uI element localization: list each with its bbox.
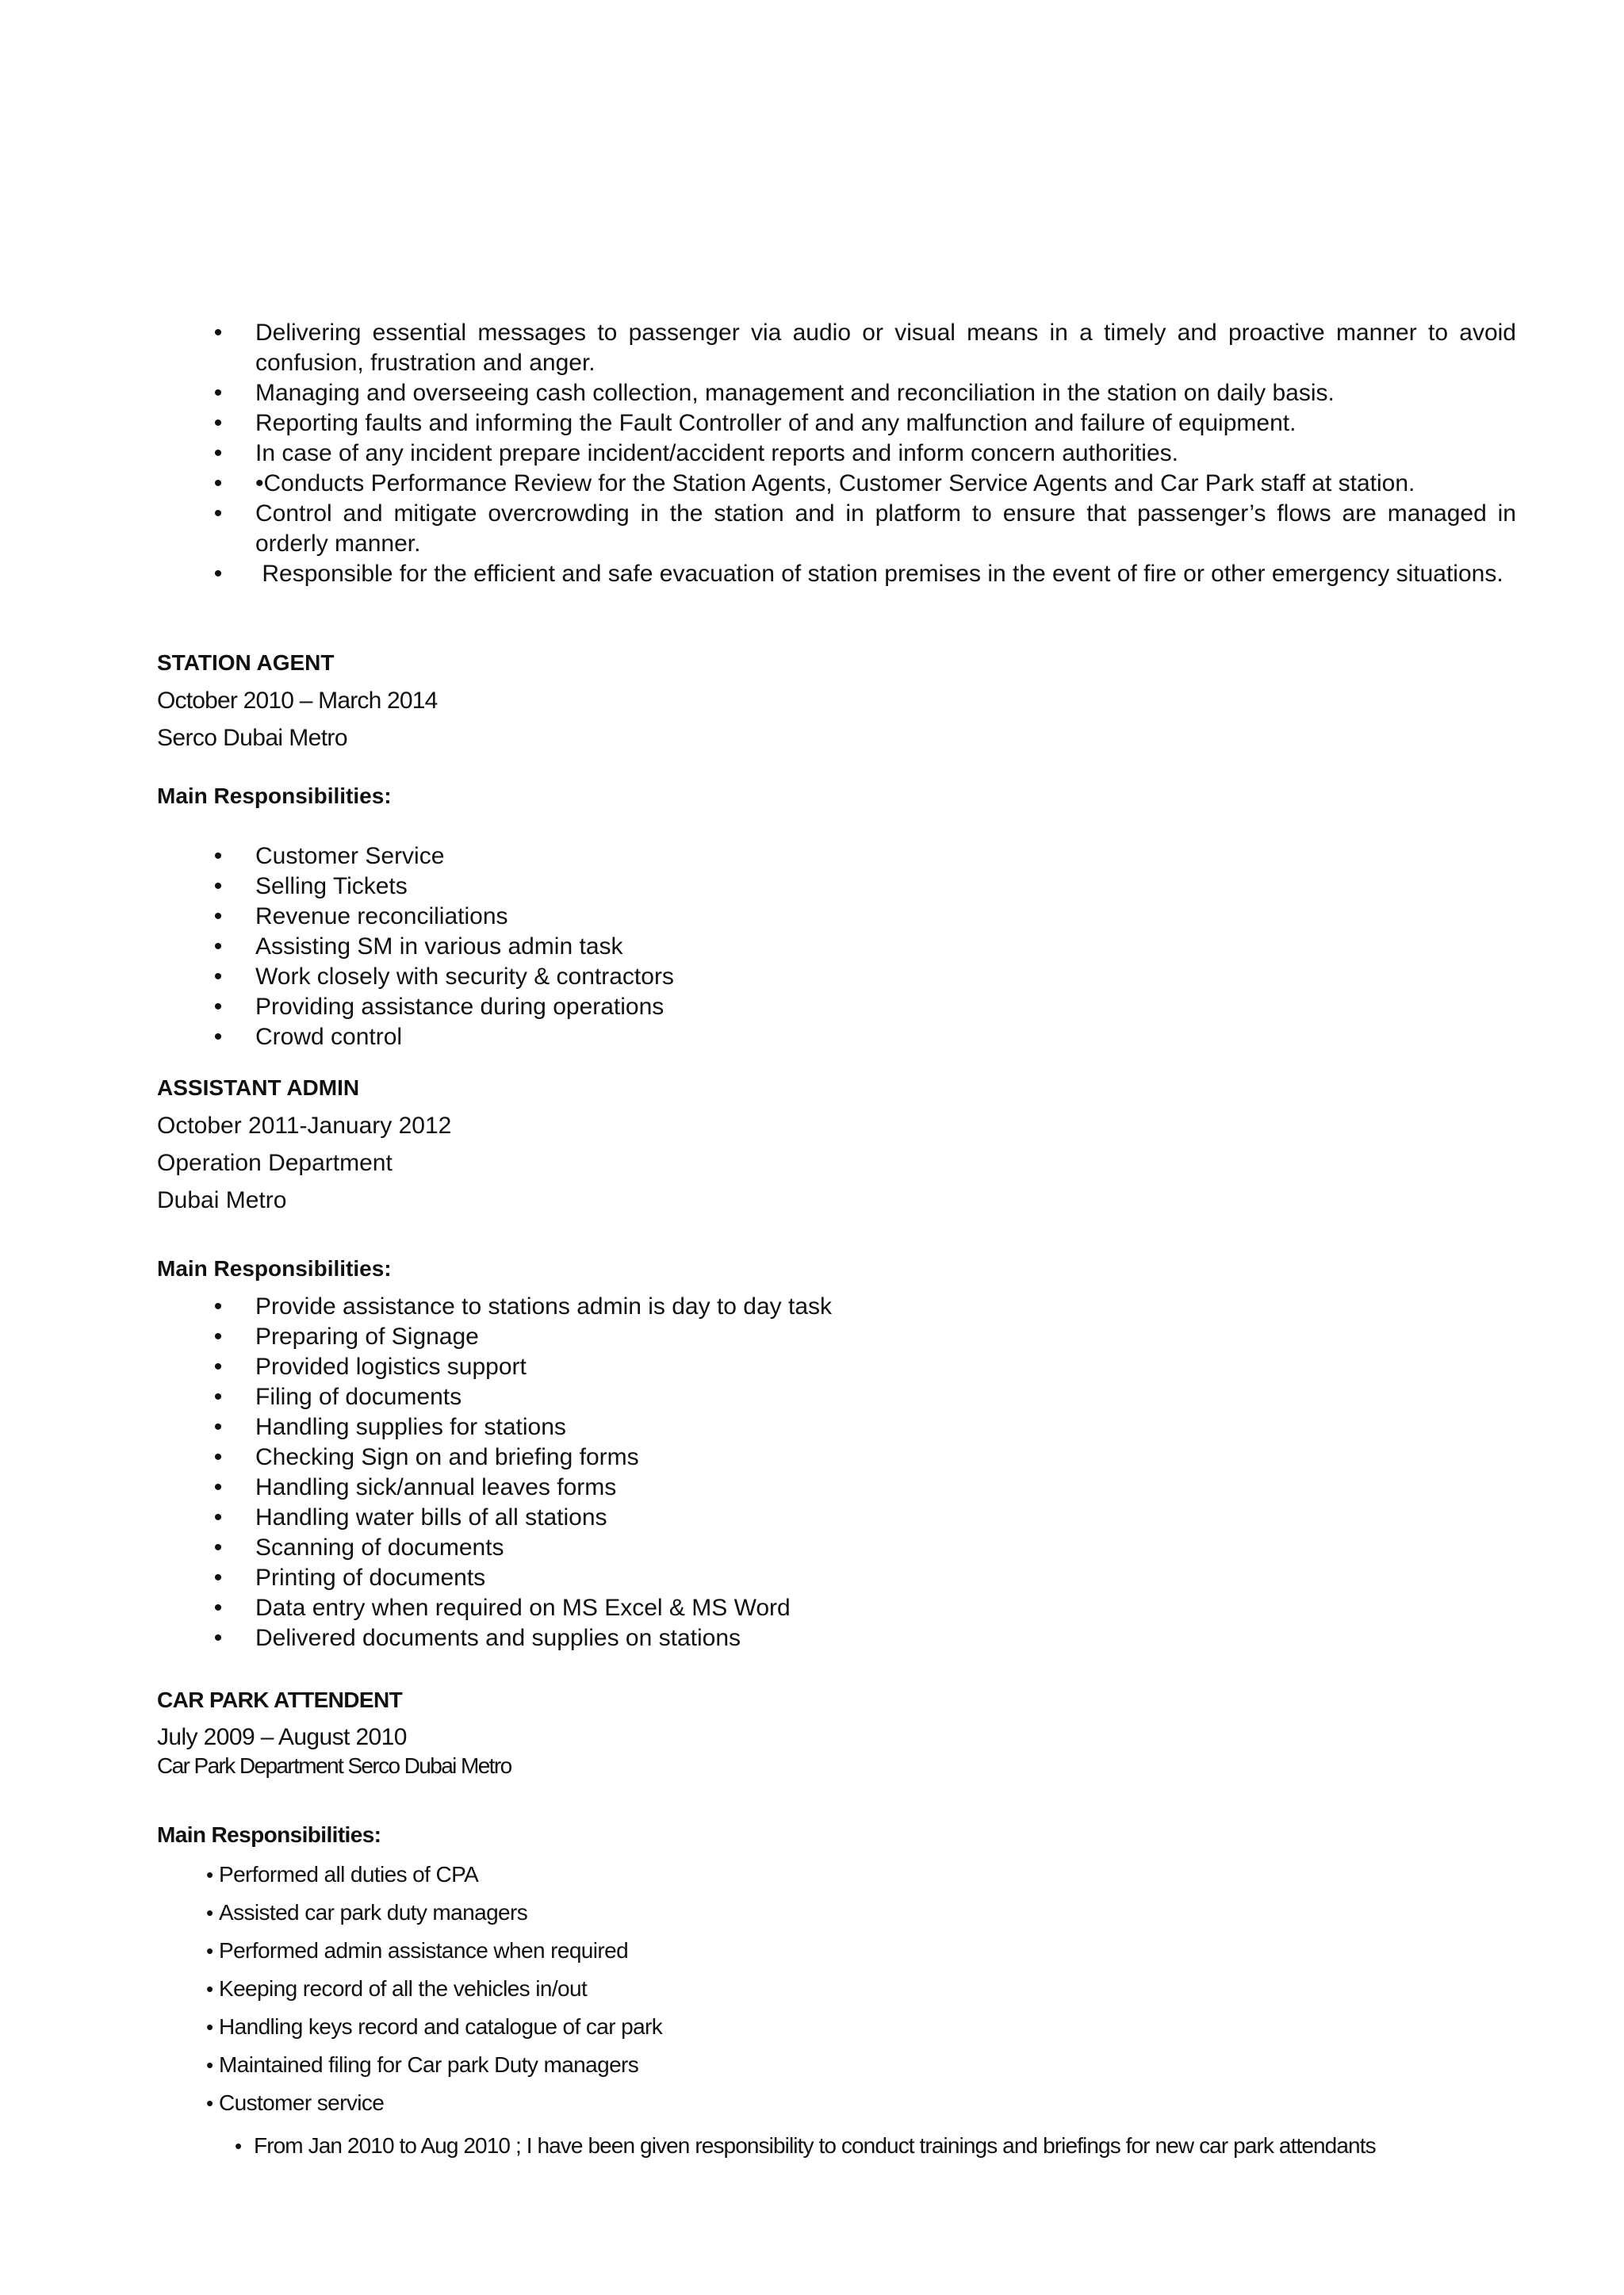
station-agent-dates: October 2010 – March 2014 bbox=[157, 688, 438, 714]
bullet-icon: • bbox=[206, 1863, 213, 1887]
list-item: • Delivered documents and supplies on stations bbox=[255, 1623, 1445, 1653]
bullet-icon: • bbox=[213, 561, 223, 587]
list-item: • Selling Tickets bbox=[255, 872, 1445, 902]
list-item: • Provide assistance to stations admin is day to day task bbox=[255, 1292, 1445, 1322]
bullet-icon: • bbox=[213, 380, 223, 406]
list-item: • Preparing of Signage bbox=[255, 1322, 1445, 1352]
list-item: • Providing assistance during operations bbox=[255, 992, 1445, 1022]
bullet-icon: • bbox=[213, 410, 223, 436]
bullet-icon: • bbox=[213, 1384, 223, 1410]
list-item: • Reporting faults and informing the Fault Controller of and any malfunction and failure of equipment. bbox=[255, 408, 1516, 439]
list-item: • Handling water bills of all stations bbox=[255, 1503, 1445, 1533]
list-item: • Work closely with security & contractors bbox=[255, 962, 1445, 992]
list-item: • •Conducts Performance Review for the Station Agents, Customer Service Agents and Car Park staff at station. bbox=[255, 469, 1516, 499]
list-item: • Printing of documents bbox=[255, 1563, 1445, 1593]
list-item: • Customer Service bbox=[255, 841, 1445, 872]
station-agent-employer: Serco Dubai Metro bbox=[157, 725, 347, 751]
bullet-icon: • bbox=[206, 2053, 213, 2077]
bullet-icon: • bbox=[213, 440, 223, 466]
car-park-attendent-title: CAR PARK ATTENDENT bbox=[157, 1688, 403, 1712]
bullet-icon: • bbox=[206, 1939, 213, 1963]
bullet-icon: • bbox=[213, 903, 223, 929]
list-item: • Handling supplies for stations bbox=[255, 1412, 1445, 1443]
assistant-admin-dates: October 2011-January 2012 bbox=[157, 1113, 452, 1139]
bullet-icon: • bbox=[206, 2015, 213, 2039]
list-item: • Responsible for the efficient and safe evacuation of station premises in the event of fire or other emergency situations. bbox=[255, 559, 1516, 589]
station-agent-duties bbox=[213, 841, 1445, 1052]
bullet-icon: • bbox=[213, 994, 223, 1020]
list-item: • Filing of documents bbox=[255, 1382, 1445, 1412]
car-park-attendent-resp-heading: Main Responsibilities: bbox=[157, 1822, 381, 1847]
list-item: • Revenue reconciliations bbox=[255, 902, 1445, 932]
list-item: • In case of any incident prepare incident/accident reports and inform concern authorities. bbox=[255, 439, 1516, 469]
list-item: • Handling keys record and catalogue of car park bbox=[206, 2008, 1554, 2046]
bullet-icon: • bbox=[213, 320, 223, 346]
bullet-icon: • bbox=[213, 843, 223, 869]
assistant-admin-resp-heading: Main Responsibilities: bbox=[157, 1256, 392, 1281]
bullet-icon: • bbox=[213, 500, 223, 527]
assistant-admin-title: ASSISTANT ADMIN bbox=[157, 1075, 360, 1100]
car-park-attendent-duties bbox=[206, 1856, 1554, 2122]
bullet-icon: • bbox=[213, 1444, 223, 1470]
list-item: • Delivering essential messages to passenger via audio or visual means in a timely and proactive manner to avoid confusion, frustration and anger. bbox=[255, 318, 1516, 378]
bullet-icon: • bbox=[206, 1977, 213, 2001]
list-item: • Maintained filing for Car park Duty managers bbox=[206, 2046, 1554, 2084]
list-item: • Performed admin assistance when required bbox=[206, 1932, 1554, 1970]
list-item: • Assisting SM in various admin task bbox=[255, 932, 1445, 962]
bullet-icon: • bbox=[213, 1474, 223, 1500]
bullet-icon: • bbox=[213, 933, 223, 960]
list-item: • Data entry when required on MS Excel & MS Word bbox=[255, 1593, 1445, 1623]
bullet-icon: • bbox=[213, 1534, 223, 1561]
car-park-attendent-dates: July 2009 – August 2010 bbox=[157, 1724, 407, 1750]
list-item: • Assisted car park duty managers bbox=[206, 1894, 1554, 1932]
bullet-icon: • bbox=[213, 1625, 223, 1651]
bullet-icon: • bbox=[213, 1504, 223, 1531]
list-item: • Keeping record of all the vehicles in/out bbox=[206, 1970, 1554, 2008]
list-item: • Performed all duties of CPA bbox=[206, 1856, 1554, 1894]
assistant-admin-department: Operation Department bbox=[157, 1150, 393, 1176]
list-item: • Managing and overseeing cash collection, management and reconciliation in the station on daily basis. bbox=[255, 378, 1516, 408]
bullet-icon: • bbox=[213, 1414, 223, 1440]
bullet-icon: • bbox=[213, 470, 223, 496]
list-item: • Provided logistics support bbox=[255, 1352, 1445, 1382]
station-agent-resp-heading: Main Responsibilities: bbox=[157, 784, 392, 808]
car-park-attendent-training-duty: • From Jan 2010 to Aug 2010 ; I have been given responsibility to conduct trainings and briefings for new car park attendants bbox=[235, 2130, 1376, 2162]
list-item: • Scanning of documents bbox=[255, 1533, 1445, 1563]
bullet-icon: • bbox=[213, 964, 223, 990]
list-item: • Crowd control bbox=[255, 1022, 1445, 1052]
bullet-icon: • bbox=[213, 1595, 223, 1621]
list-item: • Customer service bbox=[206, 2084, 1554, 2122]
bullet-icon: • bbox=[206, 2091, 213, 2115]
bullet-icon: • bbox=[213, 1024, 223, 1050]
bullet-icon: • bbox=[213, 1324, 223, 1350]
bullet-icon: • bbox=[213, 1354, 223, 1380]
assistant-admin-employer: Dubai Metro bbox=[157, 1187, 287, 1213]
bullet-icon: • bbox=[213, 1293, 223, 1320]
list-item: • Handling sick/annual leaves forms bbox=[255, 1473, 1445, 1503]
assistant-admin-duties bbox=[213, 1292, 1445, 1653]
list-item: • Checking Sign on and briefing forms bbox=[255, 1443, 1445, 1473]
station-manager-duties bbox=[213, 318, 1516, 589]
bullet-icon: • bbox=[213, 1565, 223, 1591]
bullet-icon: • bbox=[206, 1901, 213, 1925]
station-agent-title: STATION AGENT bbox=[157, 650, 335, 675]
bullet-icon: • bbox=[213, 873, 223, 899]
bullet-icon: • bbox=[235, 2134, 242, 2158]
list-item: • Control and mitigate overcrowding in the station and in platform to ensure that passenger’s flows are managed in orderly manner. bbox=[255, 499, 1516, 559]
car-park-attendent-employer: Car Park Department Serco Dubai Metro bbox=[157, 1753, 511, 1778]
